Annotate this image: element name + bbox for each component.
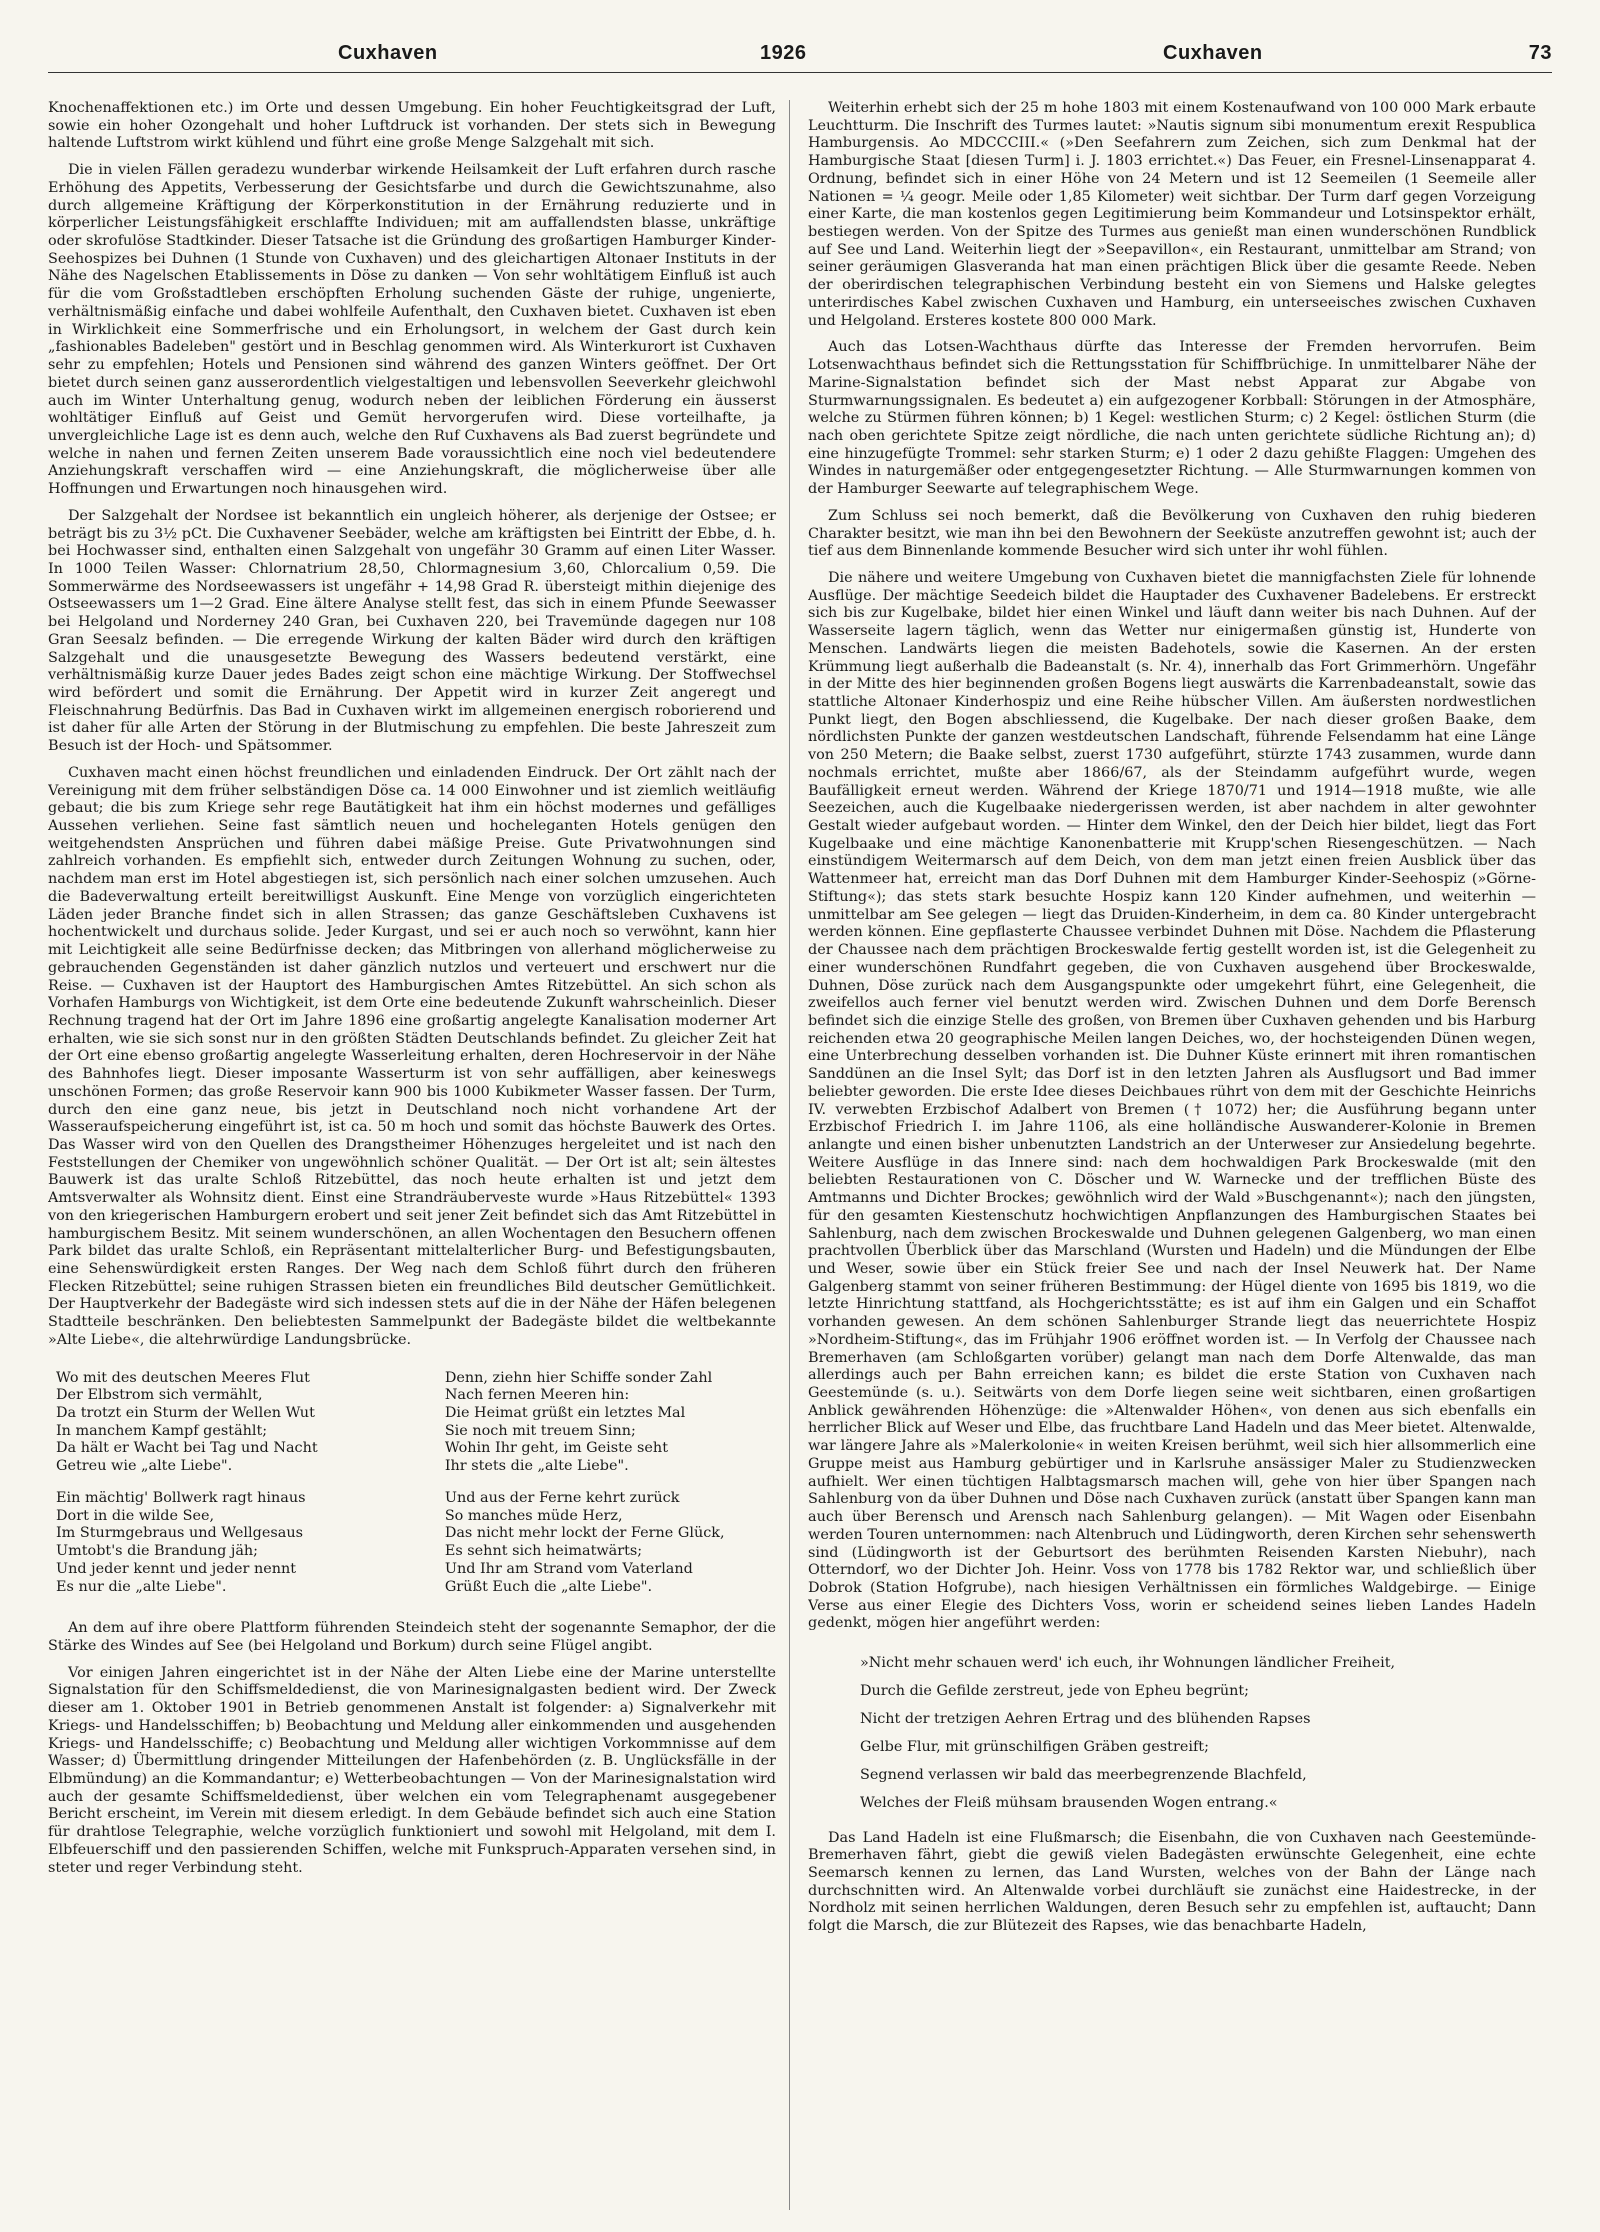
voss-elegy-verse — [860, 1649, 1536, 1817]
header-year: 1926 — [760, 42, 807, 64]
poem-line: Der Elbstrom sich vermählt, — [56, 1387, 263, 1404]
verse-line: Durch die Gefilde zerstreut, jede von Epheu begrünt; — [860, 1683, 1249, 1700]
poem-line: Ein mächtig' Bollwerk ragt hinaus — [56, 1489, 306, 1506]
paragraph: Vor einigen Jahren eingerichtet ist in der Nähe der Alten Liebe eine der Marine unterstellte Signalstation für den Schiffsmeldedienst, die von Marinesignalgasten bedient wird. Der Zweck dieser am 1. Oktober 1901 in Betrieb genommenen Anstalt ist folgender: a) Signalverkehr mit Kriegs- und Handelsschiffen; b) Beobachtung und Meldung aller einkommenden und ausgehenden Kriegs- und Handelsschiffe; c) Beobachtung und Meldung aller wichtigen Vorkommnisse auf dem Wasser; d) Übermittlung dringender Mitteilungen der Hafenbehörden (z. B. Unglücksfälle in der Elbmündung) an die Kommandantur; e) Wetterbeobachtungen — Von der Marinesignalstation wird auch der gesamte Schiffsmeldedienst, über welchen ein vom Telegraphenamt ausgegebener Bericht erscheint, im Verein mit diesem erledigt. In dem Gebäude befindet sich auch eine Station für drahtlose Telegraphie, welche vorzüglich funktioniert und sowohl mit Helgoland, mit dem I. Elbfeuerschiff und den passierenden Schiffen, welche mit Funkspruch-Apparaten versehen sind, in steter und reger Verbindung steht. — [48, 1664, 776, 1876]
right-column — [808, 100, 1536, 2222]
poem-line: Grüßt Euch die „alte Liebe". — [444, 1578, 653, 1595]
poem-column-left — [56, 1370, 387, 1611]
paragraph: Cuxhaven macht einen höchst freundlichen und einladenden Eindruck. Der Ort zählt nach der Vereinigung mit dem früher selbständigen Döse ca. 14 000 Einwohner und ist ziemlich weitläufig gebaut; die bis zum Kriege sehr rege Bautätigkeit hat ihm ein höchst modernes und gefälliges Aussehen verliehen. Seine fast sämtlich neuen und hocheleganten Hotels genügen den weitgehendsten Ansprüchen und führen dabei mäßige Preise. Gute Privatwohnungen sind zahlreich vorhanden. Es empfiehlt sich, entweder durch Zeitungen Wohnung zu suchen, oder, nachdem man erst im Hotel abgestiegen ist, sich persönlich nach einer solchen umzusehen. Auch die Badeverwaltung erteilt bereitwilligst Auskunft. Eine Menge von vorzüglich eingerichteten Läden jeder Branche findet sich in allen Strassen; das ganze Geschäftsleben Cuxhavens ist hochentwickelt und durchaus solide. Jeder Kurgast, und sei er auch noch so verwöhnt, kann hier mit Leichtigkeit alle seine Bedürfnisse decken; das Mitbringen von allerhand möglicherweise zu gebrauchenden Gegenständen ist daher gänzlich nutzlos und verteuert und erschwert nur die Reise. — Cuxhaven ist der Hauptort des Hamburgischen Amtes Ritzebüttel. An sich schon als Vorhafen Hamburgs von Wichtigkeit, ist dem Orte eine bedeutende Zukunft wahrscheinlich. Dieser Rechnung tragend hat der Ort im Jahre 1896 eine großartig angelegte Kanalisation moderner Art erhalten, wie sie sich sonst nur in den größten Städten Deutschlands befindet. Zu gleicher Zeit hat der Ort eine ebenso großartig angelegte Wasserleitung erhalten, deren Hochreservoir in der Nähe des Bahnhofes liegt. Dieser imposante Wasserturm ist von sehr auffälligen, aber keineswegs unschönen Formen; das große Reservoir kann 900 bis 1000 Kubikmeter Wasser fassen. Der Turm, durch den eine ganz neue, bis jetzt in Deutschland noch nicht vorhandene Art der Wasseraufspeicherung eingeführt ist, ist ca. 50 m hoch und somit das höchste Bauwerk des Ortes. Das Wasser wird von den Quellen des Drangstheimer Höhenzuges hergeleitet und ist nach den Feststellungen der Chemiker von ungewöhnlich schöner Qualität. — Der Ort ist alt; sein ältestes Bauwerk ist das uralte Schloß Ritzebüttel, das noch heute erhalten ist und jetzt dem Amtsverwalter als Wohnsitz dient. Einst eine Strandräuberveste wurde »Haus Ritzebüttel« 1393 von den kriegerischen Hamburgern erobert und seit jener Zeit befindet sich das Amt Ritzebüttel in hamburgischem Besitz. Mit seinem wunderschönen, an allen Wochentagen den Besuchern offenen Park bildet das uralte Schloß, ein Repräsentant mittelalterlicher Burg- und Befestigungsbauten, eine Sehenswürdigkeit ersten Ranges. Der Weg nach dem Schloß führt durch den früheren Flecken Ritzebüttel; seine ruhigen Strassen bieten ein freundliches Bild deutscher Gemütlichkeit. Der Hauptverkehr der Badegäste wird sich indessen stets auf die in der Nähe der Häfen belegenen Stadtteile beschränken. Den beliebtesten Sammelpunkt der Badegäste bildet die weltbekannte »Alte Liebe«, die altehrwürdige Landungsbrücke. — [48, 764, 776, 1348]
poem-line: Es nur die „alte Liebe". — [56, 1578, 227, 1595]
poem-line: Getreu wie „alte Liebe". — [56, 1458, 233, 1475]
poem-line: Das nicht mehr lockt der Ferne Glück, — [444, 1525, 725, 1542]
header-town-right: Cuxhaven — [1163, 42, 1263, 64]
poem-line: So manches müde Herz, — [444, 1507, 623, 1524]
page-header — [48, 38, 1552, 73]
poem-line: Dort in die wilde See, — [56, 1507, 215, 1524]
poem-line: Da hält er Wacht bei Tag und Nacht — [56, 1440, 318, 1457]
poem-line: Und jeder kennt und jeder nennt — [56, 1560, 297, 1577]
paragraph: Der Salzgehalt der Nordsee ist bekanntlich ein ungleich höherer, als derjenige der Ostsee; er beträgt bis zu 3½ pCt. Die Cuxhavener Seebäder, welche am kräftigsten bei Eintritt der Ebbe, d. h. bei Hochwasser sind, enthalten einen Salzgehalt von ungefähr 30 Gramm auf einen Liter Wasser. In 1000 Teilen Wasser: Chlornatrium 28,50, Chlormagnesium 3,60, Chlorcalium 0,59. Die Sommerwärme des Nordseewassers ist ungefähr + 14,98 Grad R. übersteigt mithin diejenige des Ostseewassers um 1—2 Grad. Eine ältere Analyse stellt fest, das sich in einem Pfunde Seewasser bei Helgoland und Norderney 240 Gran, bei Cuxhaven 220, bei Travemünde dagegen nur 108 Gran Seesalz befinden. — Die erregende Wirkung der kalten Bäder wird durch den kräftigen Salzgehalt und die unausgesetzte Bewegung des Wassers bedeutend verstärkt, eine verhältnismäßig kurze Dauer jedes Bades zeigt schon eine mächtige Wirkung. Der Stoffwechsel wird befördert und somit die Ernährung. Der Appetit wird in kurzer Zeit angeregt und Fleischnahrung Bedürfnis. Das Bad in Cuxhaven wirkt im allgemeinen energisch roborierend und ist daher für alle Arten der Störung in der Blutmischung zu empfehlen. Die beste Jahreszeit zum Besuch ist der Hoch- und Spätsommer. — [48, 507, 776, 755]
paragraph: Das Land Hadeln ist eine Flußmarsch; die Eisenbahn, die von Cuxhaven nach Geestemünde-Bremerhaven fährt, giebt die gewiß vielen Badegästen erwünschte Gelegenheit, eine echte Seemarsch kennen zu lernen, das Land Wursten, welches von der Bahn der Länge nach durchschnitten wird. An Altenwalde vorbei durchläuft sie zunächst eine Haidestrecke, in der Nordholz mit seinen herrlichen Waldungen, deren Besuch sehr zu empfehlen ist, auftaucht; Dann folgt die Marsch, die zur Blütezeit des Rapses, wie das benachbarte Hadeln, — [808, 1829, 1536, 1935]
poem-stanza — [445, 1370, 776, 1476]
paragraph: Die nähere und weitere Umgebung von Cuxhaven bietet die mannigfachsten Ziele für lohnende Ausflüge. Der mächtige Seedeich bildet die Hauptader des Cuxhavener Badelebens. Er erstreckt sich bis zur Kugelbake, bildet hier einen Winkel und läuft dann weiter bis nach Duhnen. Auf der Wasserseite lagern täglich, wenn das Wetter nur einigermaßen günstig ist, Hunderte von Menschen. Landwärts liegen die meisten Badehotels, sowie die Kasernen. An der ersten Krümmung liegt außerhalb die Badeanstalt (s. Nr. 4), innerhalb das Fort Grimmerhörn. Ungefähr in der Mitte des hier beginnenden großen Bogens liegt auswärts die Karrenbadeanstalt, sowie das stattliche Altonaer Kinderhospiz und eine Reihe hübscher Villen. Am äußersten nordwestlichen Punkt liegt, den Bogen abschliessend, die Kugelbake. Der nach dieser großen Baake, dem nördlichsten Punkte der ganzen westdeutschen Landschaft, führende Felsendamm hat eine Länge von 250 Metern; die Baake selbst, zuerst 1730 aufgeführt, stürzte 1743 zusammen, wurde dann nochmals errichtet, mußte aber 1866/67, als der Steindamm aufgeführt wurde, wegen Baufälligkeit erneut werden. Während der Kriege 1870/71 und 1914—1918 mußte, wie alle Seezeichen, auch die Kugelbaake niedergerissen werden, ist aber nachdem in alter gewohnter Gestalt wieder aufgebaut worden. — Hinter dem Winkel, den der Deich hier bildet, liegt das Fort Kugelbaake und eine mächtige Kanonenbatterie mit Krupp'schen Riesengeschützen. — Nach einstündigem Weitermarsch auf dem Deich, von dem man jetzt einen freien Ausblick über das Wattenmeer hat, erreicht man das Dorf Duhnen mit dem Hamburger Kinder-Seehospiz (»Görne-Stiftung«); das stets stark besuchte Hospiz kann 120 Kinder aufnehmen, und weiterhin — unmittelbar am See gelegen — liegt das Druiden-Kinderheim, in dem ca. 80 Kinder untergebracht werden können. Eine gepflasterte Chaussee verbindet Duhnen mit Döse. Nachdem die Pflasterung der Chaussee nach dem prächtigen Brockeswalde fertig gestellt worden ist, ist die Gelegenheit zu einer wunderschönen Rundfahrt gegeben, die von Cuxhaven ausgehend über Brockeswalde, Duhnen, Döse zurück nach dem Ausgangspunkte oder umgekehrt führt, eine Gelegenheit, die zweifellos auch ferner viel benutzt werden wird. Zwischen Duhnen und dem Dorfe Berensch befindet sich die einzige Stelle des großen, von Bremen über Cuxhaven gehenden und bis Harburg reichenden etwa 20 geographische Meilen langen Deiches, wo, der hochsteigenden Dünen wegen, eine Unterbrechung desselben vorhanden ist. Die Duhner Küste erinnert mit ihren romantischen Sanddünen an die Insel Sylt; das Dorf ist in den letzten Jahren als Ausflugsort und Bad immer beliebter geworden. Die erste Idee dieses Deichbaues rührt von dem mit der Geschichte Heinrichs IV. verwebten Erzbischof Adalbert von Bremen († 1072) her; die Ausführung begann unter Erzbischof Friedrich I. im Jahre 1106, als eine holländische Auswanderer-Kolonie in Bremen anlangte und einen bisher unbenutzten Landstrich an der Unterweser zur Ansiedelung begehrte. Weitere Ausflüge in das Innere sind: nach dem hochwaldigen Park Brockeswalde (mit den beliebten Restaurationen von C. Döscher und W. Warnecke und der trefflichen Büste des Amtmanns und Dichter Brockes; gewöhnlich wird der Wald »Buschgenannt«); nach den jüngsten, für den gesamten Kiestenschutz hochwichtigen Anpflanzungen des Hamburgischen Staates bei Sahlenburg, nach dem zwischen Brockeswalde und Duhnen gelegenen Galgenberg, wo man einen prachtvollen Überblick über das Marschland (Wursten und Hadeln) und die Mündungen der Elbe und Weser, sowie über ein Stück freier See und nach der Insel Neuwerk hat. Der Name Galgenberg stammt von seiner früheren Bestimmung: der Hügel diente von 1695 bis 1819, wo die letzte Hinrichtung stattfand, als Hochgerichtsstätte; es ist auf ihm ein Galgen und ein Schaffot vorhanden gewesen. An dem schönen Sahlenburger Strande liegt das neuerrichtete Hospiz »Nordheim-Stiftung«, das im Frühjahr 1906 eröffnet worden ist. — In Verfolg der Chaussee nach Bremerhaven (am Schloßgarten vorüber) gelangt man nach dem Dorfe Altenwalde, das man allerdings auch per Bahn erreichen kann; es bildet die erste Station von Cuxhaven nach Geestemünde (s. u.). Seitwärts von dem Dorfe liegen seine weit sichtbaren, einen großartigen Anblick gewährenden Höhenzüge: die »Altenwalder Höhen«, von denen aus sich ebenfalls ein herrlicher Blick auf Weser und Elbe, das fruchtbare Land Hadeln und das Meer bietet. Altenwalde, war längere Jahre als »Malerkolonie« in weiten Kreisen berühmt, weil sich hier allsommerlich eine Gruppe meist aus Hamburg gebürtiger und in Karlsruhe ansässiger Maler zu Studienzwecken aufhielt. Wer einen tüchtigen Halbtagsmarsch machen will, gehe von hier über Spangen nach Sahlenburg von da über Duhnen und Döse nach Cuxhaven zurück (anstatt über Spangen kann man auch über Berensch und Arensch nach Sahlenburg gelangen). — Mit Wagen oder Eisenbahn werden Touren unternommen: nach Altenbruch und Lüdingworth, deren Kirchen sehr sehenswerth sind (Lüdingworth ist der Geburtsort des berühmten Reisenden Karsten Niebuhr), nach Otterndorf, wo der Dichter Joh. Heinr. Voss von 1778 bis 1782 Rektor war, und schließlich über Dobrok (Station Hofgrube), nach hiesigen Verhältnissen ein förmliches Waldgebirge. — Einige Verse aus einer Elegie des Dichters Voss, worin er scheidend seines lieben Landes Hadeln gedenkt, mögen hier angeführt werden: — [808, 569, 1536, 1632]
poem-alte-liebe — [56, 1370, 776, 1611]
page-number: 73 — [1528, 42, 1552, 64]
left-column — [48, 100, 776, 2222]
poem-column-right — [445, 1370, 776, 1611]
poem-line: Wohin Ihr geht, im Geiste seht — [444, 1440, 668, 1457]
poem-line: Die Heimat grüßt ein letztes Mal — [444, 1405, 686, 1422]
poem-line: Und aus der Ferne kehrt zurück — [444, 1489, 680, 1506]
verse-line: Gelbe Flur, mit grünschilfigen Gräben gestreift; — [860, 1739, 1209, 1756]
paragraph: An dem auf ihre obere Plattform führenden Steindeich steht der sogenannte Semaphor, der die Stärke des Windes auf See (bei Helgoland und Borkum) durch seine Flügel angibt. — [48, 1620, 776, 1654]
poem-line: Wo mit des deutschen Meeres Flut — [56, 1369, 310, 1386]
poem-line: Denn, ziehn hier Schiffe sonder Zahl — [444, 1369, 713, 1386]
verse-line: »Nicht mehr schauen werd' ich euch, ihr Wohnungen ländlicher Freiheit, — [860, 1655, 1396, 1672]
poem-line: In manchem Kampf gestählt; — [56, 1422, 268, 1439]
verse-line: Nicht der tretzigen Aehren Ertrag und des blühenden Rapses — [860, 1711, 1311, 1728]
paragraph: Auch das Lotsen-Wachthaus dürfte das Interesse der Fremden hervorrufen. Beim Lotsenwachthaus befindet sich die Rettungsstation für Schiffbrüchige. In unmittelbarer Nähe der Marine-Signalstation befindet sich der Mast nebst Apparat zur Abgabe von Sturmwarnungssignalen. Es bedeutet a) ein aufgezogener Korbball: Störungen in der Atmosphäre, welche zu Stürmen führen können; b) 1 Kegel: westlichen Sturm; c) 2 Kegel: östlichen Sturm (die nach oben gerichtete Spitze zeigt nördliche, die nach unten gerichtete südliche Richtung an); d) eine hinzugefügte Trommel: sehr starken Sturm; e) 1 oder 2 dazu gehißte Flaggen: Umgehen des Windes in naturgemäßer oder entgegengesetzter Richtung. — Alle Sturmwarnungen kommen von der Hamburger Seewarte auf telegraphischem Wege. — [808, 339, 1536, 498]
paragraph: Zum Schluss sei noch bemerkt, daß die Bevölkerung von Cuxhaven den ruhig biederen Charakter besitzt, wie man ihn bei den Bewohnern der Seeküste anzutreffen gewohnt ist; auch der tief aus dem Binnenlande kommende Besucher wird sich unter ihr wohl fühlen. — [808, 507, 1536, 560]
poem-line: Nach fernen Meeren hin: — [444, 1387, 630, 1404]
poem-line: Sie noch mit treuem Sinn; — [444, 1422, 636, 1439]
poem-stanza — [56, 1370, 387, 1476]
column-divider — [789, 100, 790, 2210]
poem-line: Ihr stets die „alte Liebe". — [444, 1458, 629, 1475]
paragraph: Knochenaffektionen etc.) im Orte und dessen Umgebung. Ein hoher Feuchtigkeitsgrad der Luft, sowie ein hoher Ozongehalt und hoher Luftdruck ist vorhanden. Der stets sich in Bewegung haltende Luftstrom wirkt kühlend und führt eine große Menge Salzgehalt mit sich. — [48, 100, 776, 152]
verse-line: Segnend verlassen wir bald das meerbegrenzende Blachfeld, — [860, 1767, 1307, 1784]
poem-line: Umtobt's die Brandung jäh; — [56, 1543, 259, 1560]
paragraph: Die in vielen Fällen geradezu wunderbar wirkende Heilsamkeit der Luft erfahren durch rasche Erhöhung des Appetits, Verbesserung der Gesichtsfarbe und durch die Gewichtszunahme, also durch allgemeine Kräftigung der Körperkonstitution in der Ernährung reduzierte und in körperlicher Leistungsfähigkeit erschlaffte Individuen; mit am auffallendsten blasse, unkräftige oder skrofulöse Stadtkinder. Dieser Tatsache ist die Gründung des großartigen Hamburger Kinder-Seehospizes bei Duhnen (1 Stunde von Cuxhaven) und des gleichartigen Altonaer Instituts in der Nähe des Nagelschen Etablissements in Döse zu danken — Von sehr wohltätigem Einfluß ist auch für die vom Großstadtleben erschöpften Erholung suchenden Gäste der ruhige, ungenierte, verhältnismäßig einfache und dabei wohlfeile Aufenthalt, den Cuxhaven bietet. Cuxhaven ist eben in Wirklichkeit eine Sommerfrische und ein Erholungsort, in welchem der Gast durch kein „fashionables Badeleben" gestört und in Beschlag genommen wird. Als Winterkurort ist Cuxhaven sehr zu empfehlen; Hotels und Pensionen sind während des ganzen Winters geöffnet. Der Ort bietet durch seinen ganz ausserordentlich vielgestaltigen und lebensvollen Seeverkehr gleichwohl auch im Winter Unterhaltung genug, wodurch neben der leiblichen Förderung ein äusserst wohltätiger Einfluß auf Geist und Gemüt hervorgerufen wird. Diese vorteilhafte, ja unvergleichliche Lage ist es denn auch, welche den Ruf Cuxhavens als Bad zuerst begründete und welche in nahen und fernen Zeiten unserem Bade voraussichtlich eine noch viel bedeutendere Anziehungskraft verschaffen wird — eine Anziehungskraft, die möglicherweise über alle Hoffnungen und Erwartungen noch hinausgehen wird. — [48, 162, 776, 498]
poem-stanza — [56, 1490, 387, 1596]
poem-line: Es sehnt sich heimatwärts; — [444, 1543, 643, 1560]
header-town-left: Cuxhaven — [338, 42, 438, 64]
poem-stanza — [445, 1490, 776, 1596]
paragraph: Weiterhin erhebt sich der 25 m hohe 1803 mit einem Kostenaufwand von 100 000 Mark erbaute Leuchtturm. Die Inschrift des Turmes lautet: »Nautis signum sibi monumentum erexit Respublica Hamburgensis. Ao MDCCCIII.« (»Den Seefahrern zum Zeichen, sich zum Denkmal hat der Hamburgische Staat [diesen Turm] i. J. 1803 errichtet.«) Das Feuer, ein Fresnel-Linsenapparat 4. Ordnung, befindet sich in einer Höhe von 24 Metern und ist 12 Seemeilen (1 Seemeile aller Nationen = ¼ geogr. Meile oder 1,85 Kilometer) weit sichtbar. Der Turm darf gegen Vorzeigung einer Karte, die man kostenlos gegen Legitimierung beim Kommandeur und Lotsinspektor erhält, bestiegen werden. Von der Spitze des Turmes aus genießt man einen wunderschönen Rundblick auf See und Land. Weiterhin liegt der »Seepavillon«, ein Restaurant, unmittelbar am Strand; von seiner geräumigen Glasveranda hat man einen prächtigen Blick über die gesamte Reede. Neben der oberirdischen telegraphischen Verbindung besteht ein von Siemens und Halske gelegtes unterirdisches Kabel zwischen Cuxhaven und Hamburg, ein unterseeisches zwischen Cuxhaven und Helgoland. Ersteres kostete 800 000 Mark. — [808, 100, 1536, 329]
poem-line: Da trotzt ein Sturm der Wellen Wut — [56, 1405, 315, 1422]
verse-line: Welches der Fleiß mühsam brausenden Wogen entrang.« — [860, 1795, 1278, 1812]
poem-line: Und Ihr am Strand vom Vaterland — [444, 1560, 693, 1577]
poem-line: Im Sturmgebraus und Wellgesaus — [56, 1525, 303, 1542]
